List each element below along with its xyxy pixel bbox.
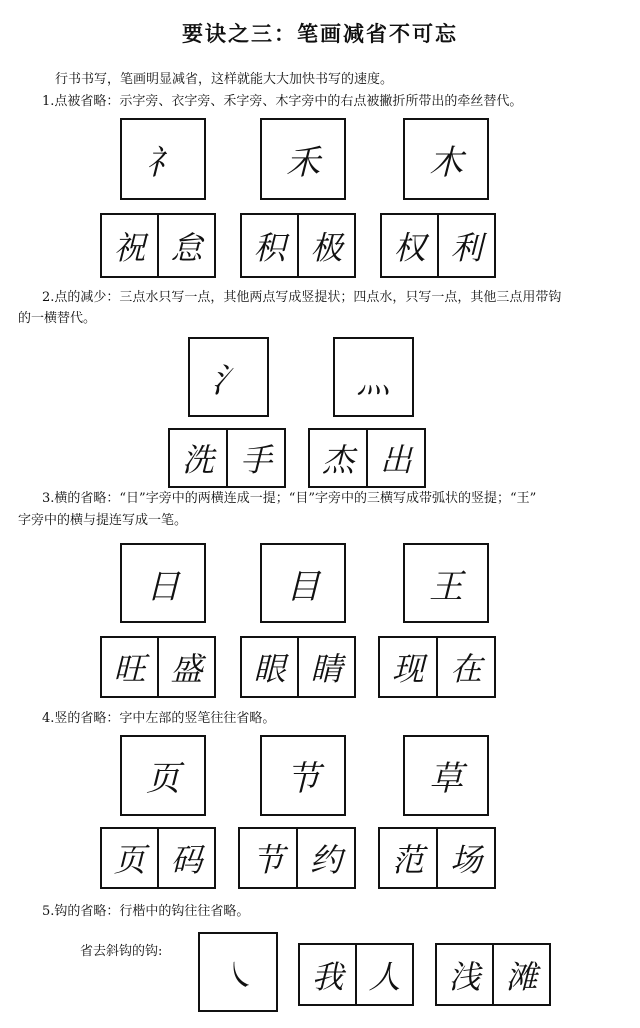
section-4-text: 4.竖的省略：字中左部的竖笔往往省略。 [42, 711, 276, 726]
stroke-example-box: 草 [403, 735, 489, 816]
character: 盛 [157, 638, 214, 696]
stroke-example-box: 页 [120, 735, 206, 816]
character: 人 [355, 945, 412, 1004]
stroke-example-box: 日 [120, 543, 206, 623]
character: 权 [393, 228, 426, 267]
character: 眼 [253, 650, 286, 688]
section-2-text: 2.点的减少：三点水只写一点，其他两点写成竖提状；四点水，只写一点，其他三点用带钩 [42, 290, 562, 305]
stroke-example-box: 王 [403, 543, 489, 623]
character: 杰 [321, 441, 354, 479]
character: 洗 [181, 441, 214, 479]
character: 场 [436, 829, 494, 887]
character-pair-box [378, 636, 496, 698]
character: 利 [437, 215, 494, 276]
stroke-example-box: 目 [260, 543, 346, 623]
character: 极 [297, 215, 354, 276]
character: 手 [226, 430, 284, 486]
character: 怠 [157, 215, 214, 276]
character-pair-box [240, 213, 356, 278]
character: 积 [253, 228, 286, 267]
section-5-label: 省去斜钩的钩: [80, 944, 163, 959]
character: 节 [251, 841, 284, 879]
section-5-text: 5.钩的省略：行楷中的钩往往省略。 [42, 904, 250, 919]
stroke-example-box: 木 [403, 118, 489, 200]
character: 码 [157, 829, 214, 887]
character: 浅 [448, 957, 481, 996]
section-1-text: 1.点被省略：示字旁、衣字旁、禾字旁、木字旁中的右点被撇折所带出的牵丝替代。 [42, 94, 523, 109]
intro-text: 行书书写，笔画明显减省，这样就能大大加快书写的速度。 [55, 72, 394, 87]
character: 约 [296, 829, 354, 887]
character: 在 [436, 638, 494, 696]
section-2-text-cont: 的一横替代。 [18, 311, 97, 326]
character-pair-box [100, 827, 216, 889]
character-pair-box [100, 636, 216, 698]
character-pair-box [238, 827, 356, 889]
character-pair-box [308, 428, 426, 488]
stroke-example-box: ㇏ [198, 932, 278, 1012]
character-pair-box [168, 428, 286, 488]
character: 旺 [113, 650, 146, 688]
character: 现 [391, 650, 424, 688]
stroke-example-box: 礻 [120, 118, 206, 200]
section-3-text: 3.横的省略：“日”字旁中的两横连成一提；“目”字旁中的三横写成带弧状的竖提；“王” [42, 491, 537, 506]
character: 祝 [113, 228, 146, 267]
character-pair-box [298, 943, 414, 1006]
page-title: 要诀之三：笔画减省不可忘 [182, 22, 458, 46]
section-3-text-cont: 字旁中的横与提连写成一笔。 [18, 513, 188, 528]
character: 滩 [492, 945, 549, 1004]
character-pair-box [378, 827, 496, 889]
character: 我 [311, 957, 344, 996]
character-pair-box [435, 943, 551, 1006]
stroke-example-box: 节 [260, 735, 346, 816]
character-pair-box [380, 213, 496, 278]
character: 范 [391, 841, 424, 879]
stroke-example-box: 禾 [260, 118, 346, 200]
character: 页 [113, 841, 146, 879]
character-pair-box [100, 213, 216, 278]
stroke-example-box: 氵 [188, 337, 269, 417]
character: 睛 [297, 638, 354, 696]
character: 出 [366, 430, 424, 486]
character-pair-box [240, 636, 356, 698]
stroke-example-box: 灬 [333, 337, 414, 417]
